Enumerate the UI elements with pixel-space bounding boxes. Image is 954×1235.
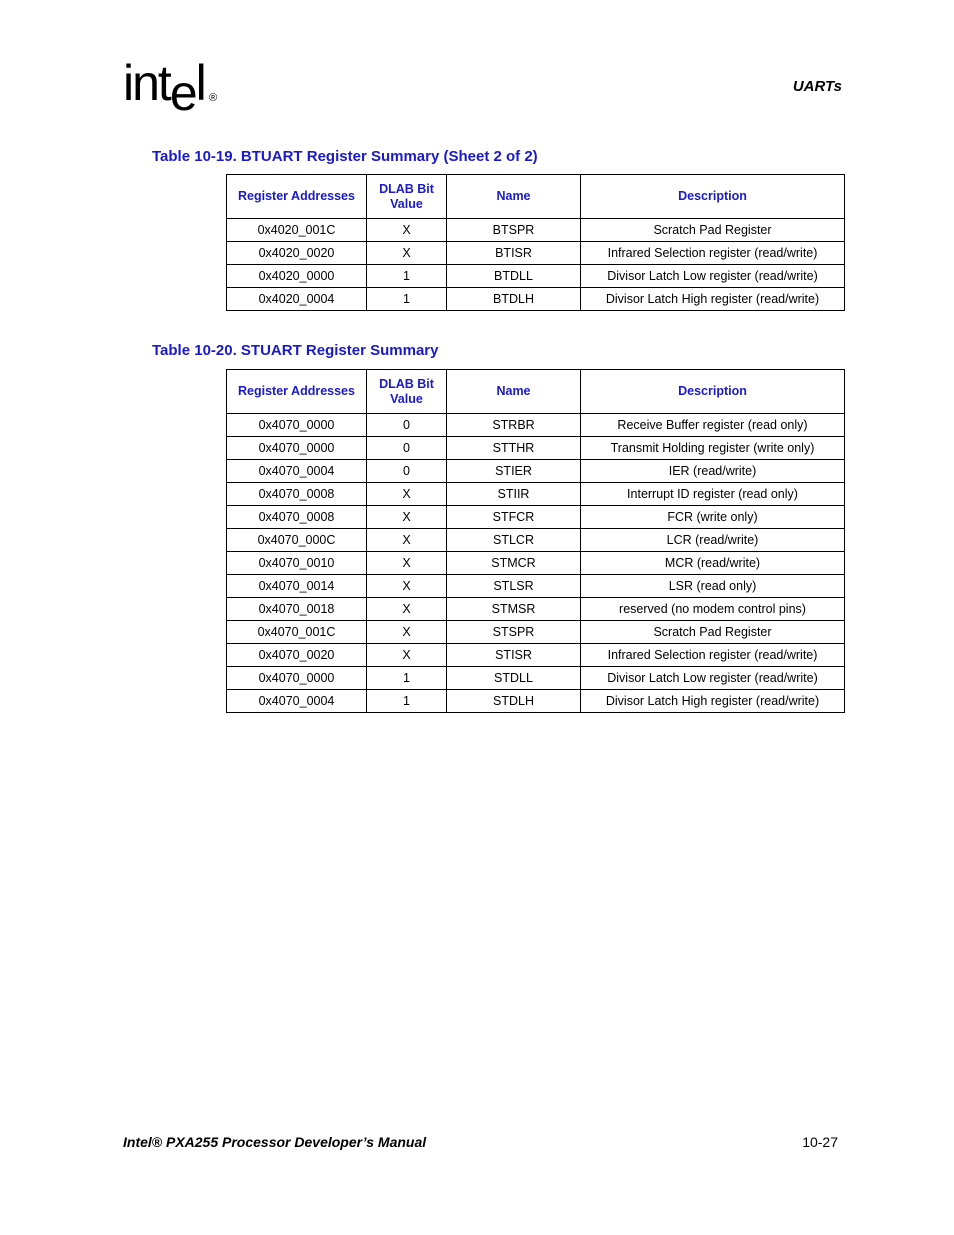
table-cell: 0x4070_0014 xyxy=(227,575,367,598)
logo-letters: l xyxy=(195,55,205,111)
table-cell: STRBR xyxy=(447,414,581,437)
table-row xyxy=(227,288,845,311)
table-cell: STDLH xyxy=(447,690,581,713)
table-caption-stuart: Table 10-20. STUART Register Summary xyxy=(152,342,439,359)
table-cell: 1 xyxy=(367,265,447,288)
table-cell: 0x4070_0008 xyxy=(227,506,367,529)
column-header xyxy=(367,175,447,219)
table-cell: 0x4020_0000 xyxy=(227,265,367,288)
table-cell: X xyxy=(367,219,447,242)
table-row xyxy=(227,621,845,644)
table-cell: BTDLH xyxy=(447,288,581,311)
column-header: Name xyxy=(447,175,581,219)
table-cell: STTHR xyxy=(447,437,581,460)
table-cell: X xyxy=(367,506,447,529)
table-cell: 0x4070_0004 xyxy=(227,460,367,483)
table-cell: STIIR xyxy=(447,483,581,506)
column-header-text: DLAB Bit Value xyxy=(379,181,434,211)
table-cell: 0 xyxy=(367,460,447,483)
table-cell: 0x4070_001C xyxy=(227,621,367,644)
column-header: Register Addresses xyxy=(227,370,367,414)
table-header-row xyxy=(227,175,845,219)
table-cell: 0x4020_0020 xyxy=(227,242,367,265)
table-cell: X xyxy=(367,483,447,506)
btuart-register-table xyxy=(226,174,845,311)
table-cell: 0x4020_0004 xyxy=(227,288,367,311)
table-cell: 0x4070_0000 xyxy=(227,437,367,460)
column-header: Name xyxy=(447,370,581,414)
table-cell: Divisor Latch High register (read/write) xyxy=(581,288,845,311)
table-row xyxy=(227,483,845,506)
registered-mark: ® xyxy=(209,92,218,104)
table-cell: STMSR xyxy=(447,598,581,621)
table-cell: Transmit Holding register (write only) xyxy=(581,437,845,460)
table-cell: 0 xyxy=(367,437,447,460)
table-cell: X xyxy=(367,575,447,598)
table-cell: 1 xyxy=(367,288,447,311)
footer-manual-title: Intel® PXA255 Processor Developer’s Manual xyxy=(123,1134,427,1150)
table-row xyxy=(227,575,845,598)
footer-page-number: 10-27 xyxy=(802,1134,838,1150)
table-row xyxy=(227,598,845,621)
table-row xyxy=(227,529,845,552)
table-cell: X xyxy=(367,644,447,667)
table-caption-btuart: Table 10-19. BTUART Register Summary (Sheet 2 of 2) xyxy=(152,148,538,165)
table-cell: STMCR xyxy=(447,552,581,575)
table-row xyxy=(227,242,845,265)
table-cell: STLCR xyxy=(447,529,581,552)
table-cell: 0x4070_000C xyxy=(227,529,367,552)
column-header: Description xyxy=(581,370,845,414)
table-cell: 1 xyxy=(367,690,447,713)
table-cell: 0x4070_0018 xyxy=(227,598,367,621)
intel-logo xyxy=(123,55,218,121)
section-title: UARTs xyxy=(792,78,842,95)
table-cell: FCR (write only) xyxy=(581,506,845,529)
table-row xyxy=(227,690,845,713)
table-row xyxy=(227,265,845,288)
table-cell: Interrupt ID register (read only) xyxy=(581,483,845,506)
column-header: Description xyxy=(581,175,845,219)
table-row xyxy=(227,437,845,460)
stuart-register-table xyxy=(226,369,845,713)
table-row xyxy=(227,506,845,529)
table-header-row xyxy=(227,370,845,414)
column-header: Register Addresses xyxy=(227,175,367,219)
table-row xyxy=(227,644,845,667)
table-cell: IER (read/write) xyxy=(581,460,845,483)
table-cell: 0x4070_0000 xyxy=(227,414,367,437)
table-row xyxy=(227,552,845,575)
table-cell: Scratch Pad Register xyxy=(581,219,845,242)
table-cell: Infrared Selection register (read/write) xyxy=(581,644,845,667)
table-cell: 1 xyxy=(367,667,447,690)
table-cell: X xyxy=(367,621,447,644)
table-cell: X xyxy=(367,529,447,552)
logo-letters: int xyxy=(123,55,170,111)
table-row xyxy=(227,219,845,242)
table-cell: STLSR xyxy=(447,575,581,598)
table-cell: STFCR xyxy=(447,506,581,529)
table-cell: 0x4020_001C xyxy=(227,219,367,242)
table-cell: X xyxy=(367,242,447,265)
table-cell: STISR xyxy=(447,644,581,667)
table-cell: LCR (read/write) xyxy=(581,529,845,552)
column-header xyxy=(367,370,447,414)
table-cell: STIER xyxy=(447,460,581,483)
table-cell: Infrared Selection register (read/write) xyxy=(581,242,845,265)
table-cell: BTDLL xyxy=(447,265,581,288)
table-cell: Receive Buffer register (read only) xyxy=(581,414,845,437)
table-cell: STDLL xyxy=(447,667,581,690)
logo-letters: e xyxy=(169,65,196,121)
table-row xyxy=(227,667,845,690)
table-cell: MCR (read/write) xyxy=(581,552,845,575)
table-cell: STSPR xyxy=(447,621,581,644)
table-cell: Divisor Latch High register (read/write) xyxy=(581,690,845,713)
table-cell: 0x4070_0020 xyxy=(227,644,367,667)
table-cell: BTSPR xyxy=(447,219,581,242)
table-cell: 0x4070_0000 xyxy=(227,667,367,690)
table-cell: 0x4070_0010 xyxy=(227,552,367,575)
table-cell: Scratch Pad Register xyxy=(581,621,845,644)
table-cell: X xyxy=(367,598,447,621)
table-cell: 0x4070_0008 xyxy=(227,483,367,506)
table-row xyxy=(227,460,845,483)
table-cell: reserved (no modem control pins) xyxy=(581,598,845,621)
table-cell: LSR (read only) xyxy=(581,575,845,598)
table-cell: Divisor Latch Low register (read/write) xyxy=(581,667,845,690)
table-cell: X xyxy=(367,552,447,575)
table-cell: 0 xyxy=(367,414,447,437)
table-row xyxy=(227,414,845,437)
column-header-text: DLAB Bit Value xyxy=(379,376,434,406)
table-cell: Divisor Latch Low register (read/write) xyxy=(581,265,845,288)
table-cell: 0x4070_0004 xyxy=(227,690,367,713)
table-cell: BTISR xyxy=(447,242,581,265)
intel-wordmark xyxy=(123,55,205,121)
